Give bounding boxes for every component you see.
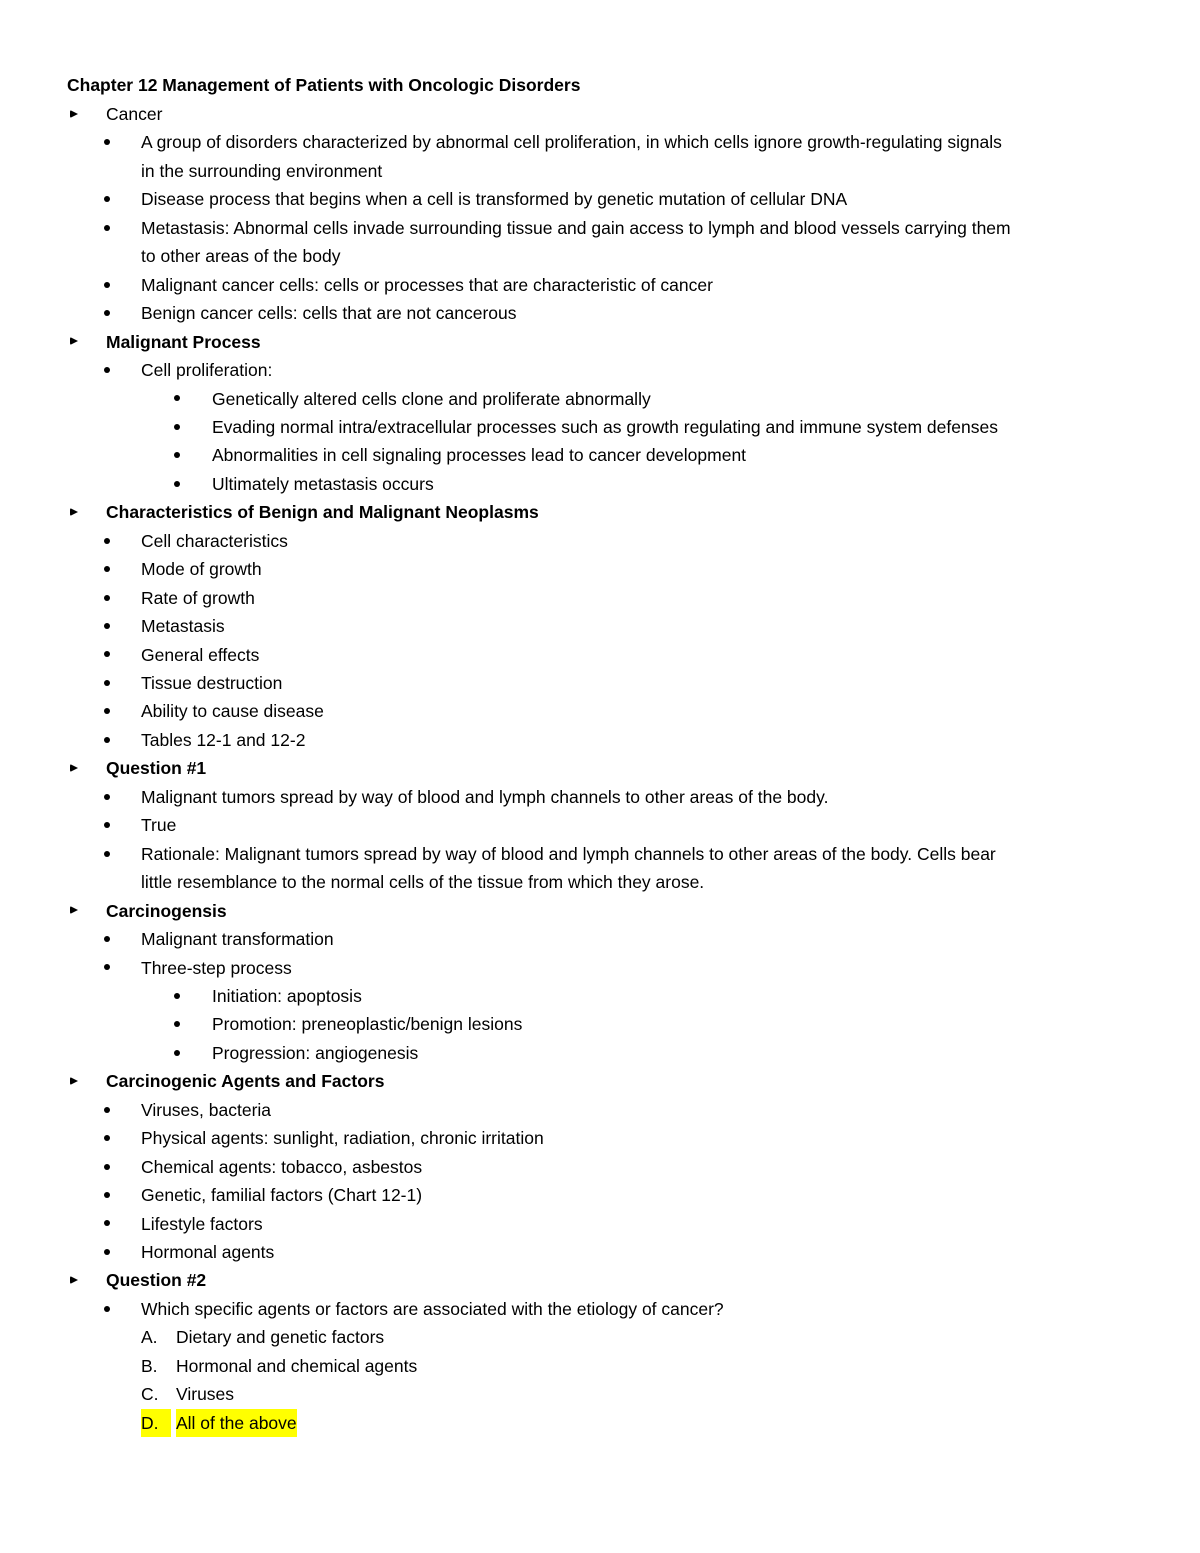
list-item bbox=[0, 385, 1200, 413]
bullet bbox=[104, 1238, 110, 1266]
dot-bullet-icon bbox=[104, 1220, 110, 1226]
heading-text: Malignant Process bbox=[106, 331, 261, 352]
item-text: Abnormalities in cell signaling processes lead to cancer development bbox=[212, 445, 747, 466]
dot-bullet-icon bbox=[104, 936, 110, 942]
list-item bbox=[0, 584, 1200, 612]
item-text: Malignant tumors spread by way of blood and lymph channels to other areas of the body. bbox=[141, 786, 829, 807]
bullet bbox=[104, 840, 110, 868]
item-text: Mode of growth bbox=[141, 559, 262, 580]
list-item bbox=[0, 271, 1200, 299]
list-item bbox=[0, 1096, 1200, 1124]
arrow-bullet-icon bbox=[70, 1077, 78, 1085]
dot-bullet-icon bbox=[104, 367, 110, 373]
dot-bullet-icon bbox=[104, 680, 110, 686]
bullet bbox=[104, 726, 110, 754]
item-text: Genetically altered cells clone and proliferate abnormally bbox=[212, 388, 651, 409]
dot-bullet-icon bbox=[104, 538, 110, 544]
list-item bbox=[0, 299, 1200, 327]
answer-option bbox=[0, 1352, 1200, 1380]
item-text: Lifestyle factors bbox=[141, 1213, 263, 1234]
bullet bbox=[104, 356, 110, 384]
bullet bbox=[70, 100, 78, 128]
list-item bbox=[0, 982, 1200, 1010]
outline-heading bbox=[0, 897, 1200, 925]
bullet bbox=[104, 641, 110, 669]
dot-bullet-icon bbox=[104, 196, 110, 202]
bullet bbox=[70, 1266, 78, 1294]
arrow-bullet-icon bbox=[70, 764, 78, 772]
heading-text: Question #1 bbox=[106, 758, 207, 779]
list-item bbox=[0, 555, 1200, 583]
item-text: little resemblance to the normal cells of the tissue from which they arose. bbox=[141, 872, 705, 893]
bullet bbox=[104, 811, 110, 839]
page-title-text: Chapter 12 Management of Patients with Oncologic Disorders bbox=[67, 75, 581, 95]
list-item bbox=[0, 954, 1200, 982]
item-text: to other areas of the body bbox=[141, 246, 341, 267]
bullet bbox=[70, 498, 78, 526]
dot-bullet-icon bbox=[104, 566, 110, 572]
item-text: Ability to cause disease bbox=[141, 701, 324, 722]
item-text: Initiation: apoptosis bbox=[212, 985, 362, 1006]
bullet bbox=[174, 1039, 180, 1067]
list-item bbox=[0, 242, 1200, 270]
heading-text: Characteristics of Benign and Malignant Neoplasms bbox=[106, 502, 539, 523]
item-text: Rate of growth bbox=[141, 587, 255, 608]
dot-bullet-icon bbox=[104, 822, 110, 828]
bullet bbox=[104, 925, 110, 953]
bullet bbox=[104, 555, 110, 583]
bullet bbox=[174, 413, 180, 441]
item-text: General effects bbox=[141, 644, 260, 665]
list-item bbox=[0, 356, 1200, 384]
dot-bullet-icon bbox=[174, 452, 180, 458]
bullet bbox=[104, 669, 110, 697]
dot-bullet-icon bbox=[174, 1021, 180, 1027]
list-item bbox=[0, 669, 1200, 697]
item-text: Cell proliferation: bbox=[141, 360, 273, 381]
dot-bullet-icon bbox=[104, 851, 110, 857]
outline-heading bbox=[0, 328, 1200, 356]
bullet bbox=[104, 527, 110, 555]
list-item bbox=[0, 157, 1200, 185]
option-letter: A. bbox=[141, 1327, 158, 1348]
dot-bullet-icon bbox=[174, 481, 180, 487]
list-item bbox=[0, 1010, 1200, 1038]
item-text: in the surrounding environment bbox=[141, 160, 383, 181]
arrow-bullet-icon bbox=[70, 1276, 78, 1284]
bullet bbox=[104, 954, 110, 982]
list-item bbox=[0, 811, 1200, 839]
arrow-bullet-icon bbox=[70, 906, 78, 914]
bullet bbox=[104, 1153, 110, 1181]
dot-bullet-icon bbox=[104, 651, 110, 657]
dot-bullet-icon bbox=[174, 993, 180, 999]
arrow-bullet-icon bbox=[70, 508, 78, 516]
item-text: Which specific agents or factors are associated with the etiology of cancer? bbox=[141, 1298, 724, 1319]
item-text: Progression: angiogenesis bbox=[212, 1042, 419, 1063]
bullet bbox=[174, 1010, 180, 1038]
item-text: True bbox=[141, 815, 177, 836]
bullet bbox=[70, 328, 78, 356]
answer-option bbox=[0, 1380, 1200, 1408]
list-item bbox=[0, 128, 1200, 156]
dot-bullet-icon bbox=[174, 424, 180, 430]
option-letter: D. bbox=[141, 1409, 171, 1437]
option-letter: C. bbox=[141, 1384, 159, 1405]
answer-option bbox=[0, 1409, 1200, 1437]
list-item bbox=[0, 441, 1200, 469]
list-item bbox=[0, 1181, 1200, 1209]
bullet bbox=[104, 1181, 110, 1209]
dot-bullet-icon bbox=[104, 794, 110, 800]
item-text: Hormonal agents bbox=[141, 1242, 275, 1262]
option-letter: B. bbox=[141, 1355, 158, 1376]
list-item bbox=[0, 868, 1200, 896]
outline-heading bbox=[0, 1266, 1200, 1294]
outline-heading bbox=[0, 754, 1200, 782]
bullet bbox=[104, 299, 110, 327]
dot-bullet-icon bbox=[104, 282, 110, 288]
item-text: Malignant transformation bbox=[141, 929, 334, 950]
bullet bbox=[70, 1067, 78, 1095]
outline-heading bbox=[0, 100, 1200, 128]
list-item bbox=[0, 527, 1200, 555]
item-text: Physical agents: sunlight, radiation, chronic irritation bbox=[141, 1128, 544, 1149]
item-text: All of the above bbox=[176, 1409, 297, 1437]
list-item bbox=[0, 783, 1200, 811]
list-item bbox=[0, 214, 1200, 242]
bullet bbox=[104, 271, 110, 299]
bullet bbox=[104, 1096, 110, 1124]
list-item bbox=[0, 697, 1200, 725]
item-text: Malignant cancer cells: cells or processes that are characteristic of cancer bbox=[141, 274, 713, 295]
item-text: Viruses bbox=[176, 1384, 235, 1405]
arrow-bullet-icon bbox=[70, 337, 78, 345]
dot-bullet-icon bbox=[104, 1306, 110, 1312]
dot-bullet-icon bbox=[174, 395, 180, 401]
list-item bbox=[0, 1124, 1200, 1152]
item-text: Hormonal and chemical agents bbox=[176, 1355, 418, 1376]
list-item bbox=[0, 1238, 1200, 1266]
bullet bbox=[104, 1124, 110, 1152]
bullet bbox=[70, 897, 78, 925]
list-item bbox=[0, 925, 1200, 953]
bullet bbox=[104, 697, 110, 725]
item-text: Rationale: Malignant tumors spread by way of blood and lymph channels to other areas of the body. Cells bear bbox=[141, 843, 996, 864]
item-text: Cell characteristics bbox=[141, 530, 288, 551]
list-item bbox=[0, 1210, 1200, 1238]
item-text: Tissue destruction bbox=[141, 673, 283, 693]
bullet bbox=[174, 385, 180, 413]
outline-heading bbox=[0, 1067, 1200, 1095]
bullet bbox=[174, 470, 180, 498]
bullet bbox=[104, 612, 110, 640]
list-item bbox=[0, 726, 1200, 754]
page-title bbox=[0, 71, 1200, 99]
item-text: Evading normal intra/extracellular processes such as growth regulating and immune system defenses bbox=[212, 416, 998, 437]
item-text: Dietary and genetic factors bbox=[176, 1327, 385, 1348]
dot-bullet-icon bbox=[104, 623, 110, 629]
bullet bbox=[104, 185, 110, 213]
dot-bullet-icon bbox=[104, 1107, 110, 1113]
dot-bullet-icon bbox=[104, 1249, 110, 1255]
dot-bullet-icon bbox=[104, 1135, 110, 1141]
item-text: Metastasis bbox=[141, 616, 225, 637]
dot-bullet-icon bbox=[174, 1050, 180, 1056]
arrow-bullet-icon bbox=[70, 110, 78, 118]
bullet bbox=[104, 584, 110, 612]
bullet bbox=[70, 754, 78, 782]
item-text: Chemical agents: tobacco, asbestos bbox=[141, 1156, 423, 1177]
outline-heading bbox=[0, 498, 1200, 526]
list-item bbox=[0, 612, 1200, 640]
dot-bullet-icon bbox=[104, 1192, 110, 1198]
item-text: Disease process that begins when a cell is transformed by genetic mutation of cellular DNA bbox=[141, 189, 848, 210]
item-text: A group of disorders characterized by abnormal cell proliferation, in which cells ignore growth-regulating signals bbox=[141, 132, 1002, 153]
dot-bullet-icon bbox=[104, 225, 110, 231]
list-item bbox=[0, 185, 1200, 213]
bullet bbox=[104, 214, 110, 242]
item-text: Genetic, familial factors (Chart 12-1) bbox=[141, 1185, 423, 1206]
bullet bbox=[104, 1295, 110, 1323]
dot-bullet-icon bbox=[104, 1164, 110, 1170]
item-text: Metastasis: Abnormal cells invade surrounding tissue and gain access to lymph and blood vessels carrying them bbox=[141, 217, 1011, 238]
item-text: Tables 12-1 and 12-2 bbox=[141, 729, 306, 750]
answer-option bbox=[0, 1323, 1200, 1351]
list-item bbox=[0, 470, 1200, 498]
dot-bullet-icon bbox=[104, 737, 110, 743]
bullet bbox=[104, 1210, 110, 1238]
item-text: Promotion: preneoplastic/benign lesions bbox=[212, 1014, 523, 1035]
dot-bullet-icon bbox=[104, 310, 110, 316]
list-item bbox=[0, 840, 1200, 868]
dot-bullet-icon bbox=[104, 964, 110, 970]
item-text: Three-step process bbox=[141, 957, 292, 978]
dot-bullet-icon bbox=[104, 708, 110, 714]
list-item bbox=[0, 1039, 1200, 1067]
list-item bbox=[0, 413, 1200, 441]
heading-text: Cancer bbox=[106, 104, 163, 124]
list-item bbox=[0, 1153, 1200, 1181]
dot-bullet-icon bbox=[104, 139, 110, 145]
heading-text: Carcinogenic Agents and Factors bbox=[106, 1071, 385, 1092]
bullet bbox=[174, 982, 180, 1010]
bullet bbox=[174, 441, 180, 469]
heading-text: Carcinogensis bbox=[106, 900, 227, 921]
list-item bbox=[0, 1295, 1200, 1323]
list-item bbox=[0, 641, 1200, 669]
dot-bullet-icon bbox=[104, 595, 110, 601]
item-text: Viruses, bacteria bbox=[141, 1099, 272, 1120]
item-text: Ultimately metastasis occurs bbox=[212, 473, 434, 494]
item-text: Benign cancer cells: cells that are not cancerous bbox=[141, 303, 517, 324]
bullet bbox=[104, 783, 110, 811]
bullet bbox=[104, 128, 110, 156]
heading-text: Question #2 bbox=[106, 1270, 207, 1291]
